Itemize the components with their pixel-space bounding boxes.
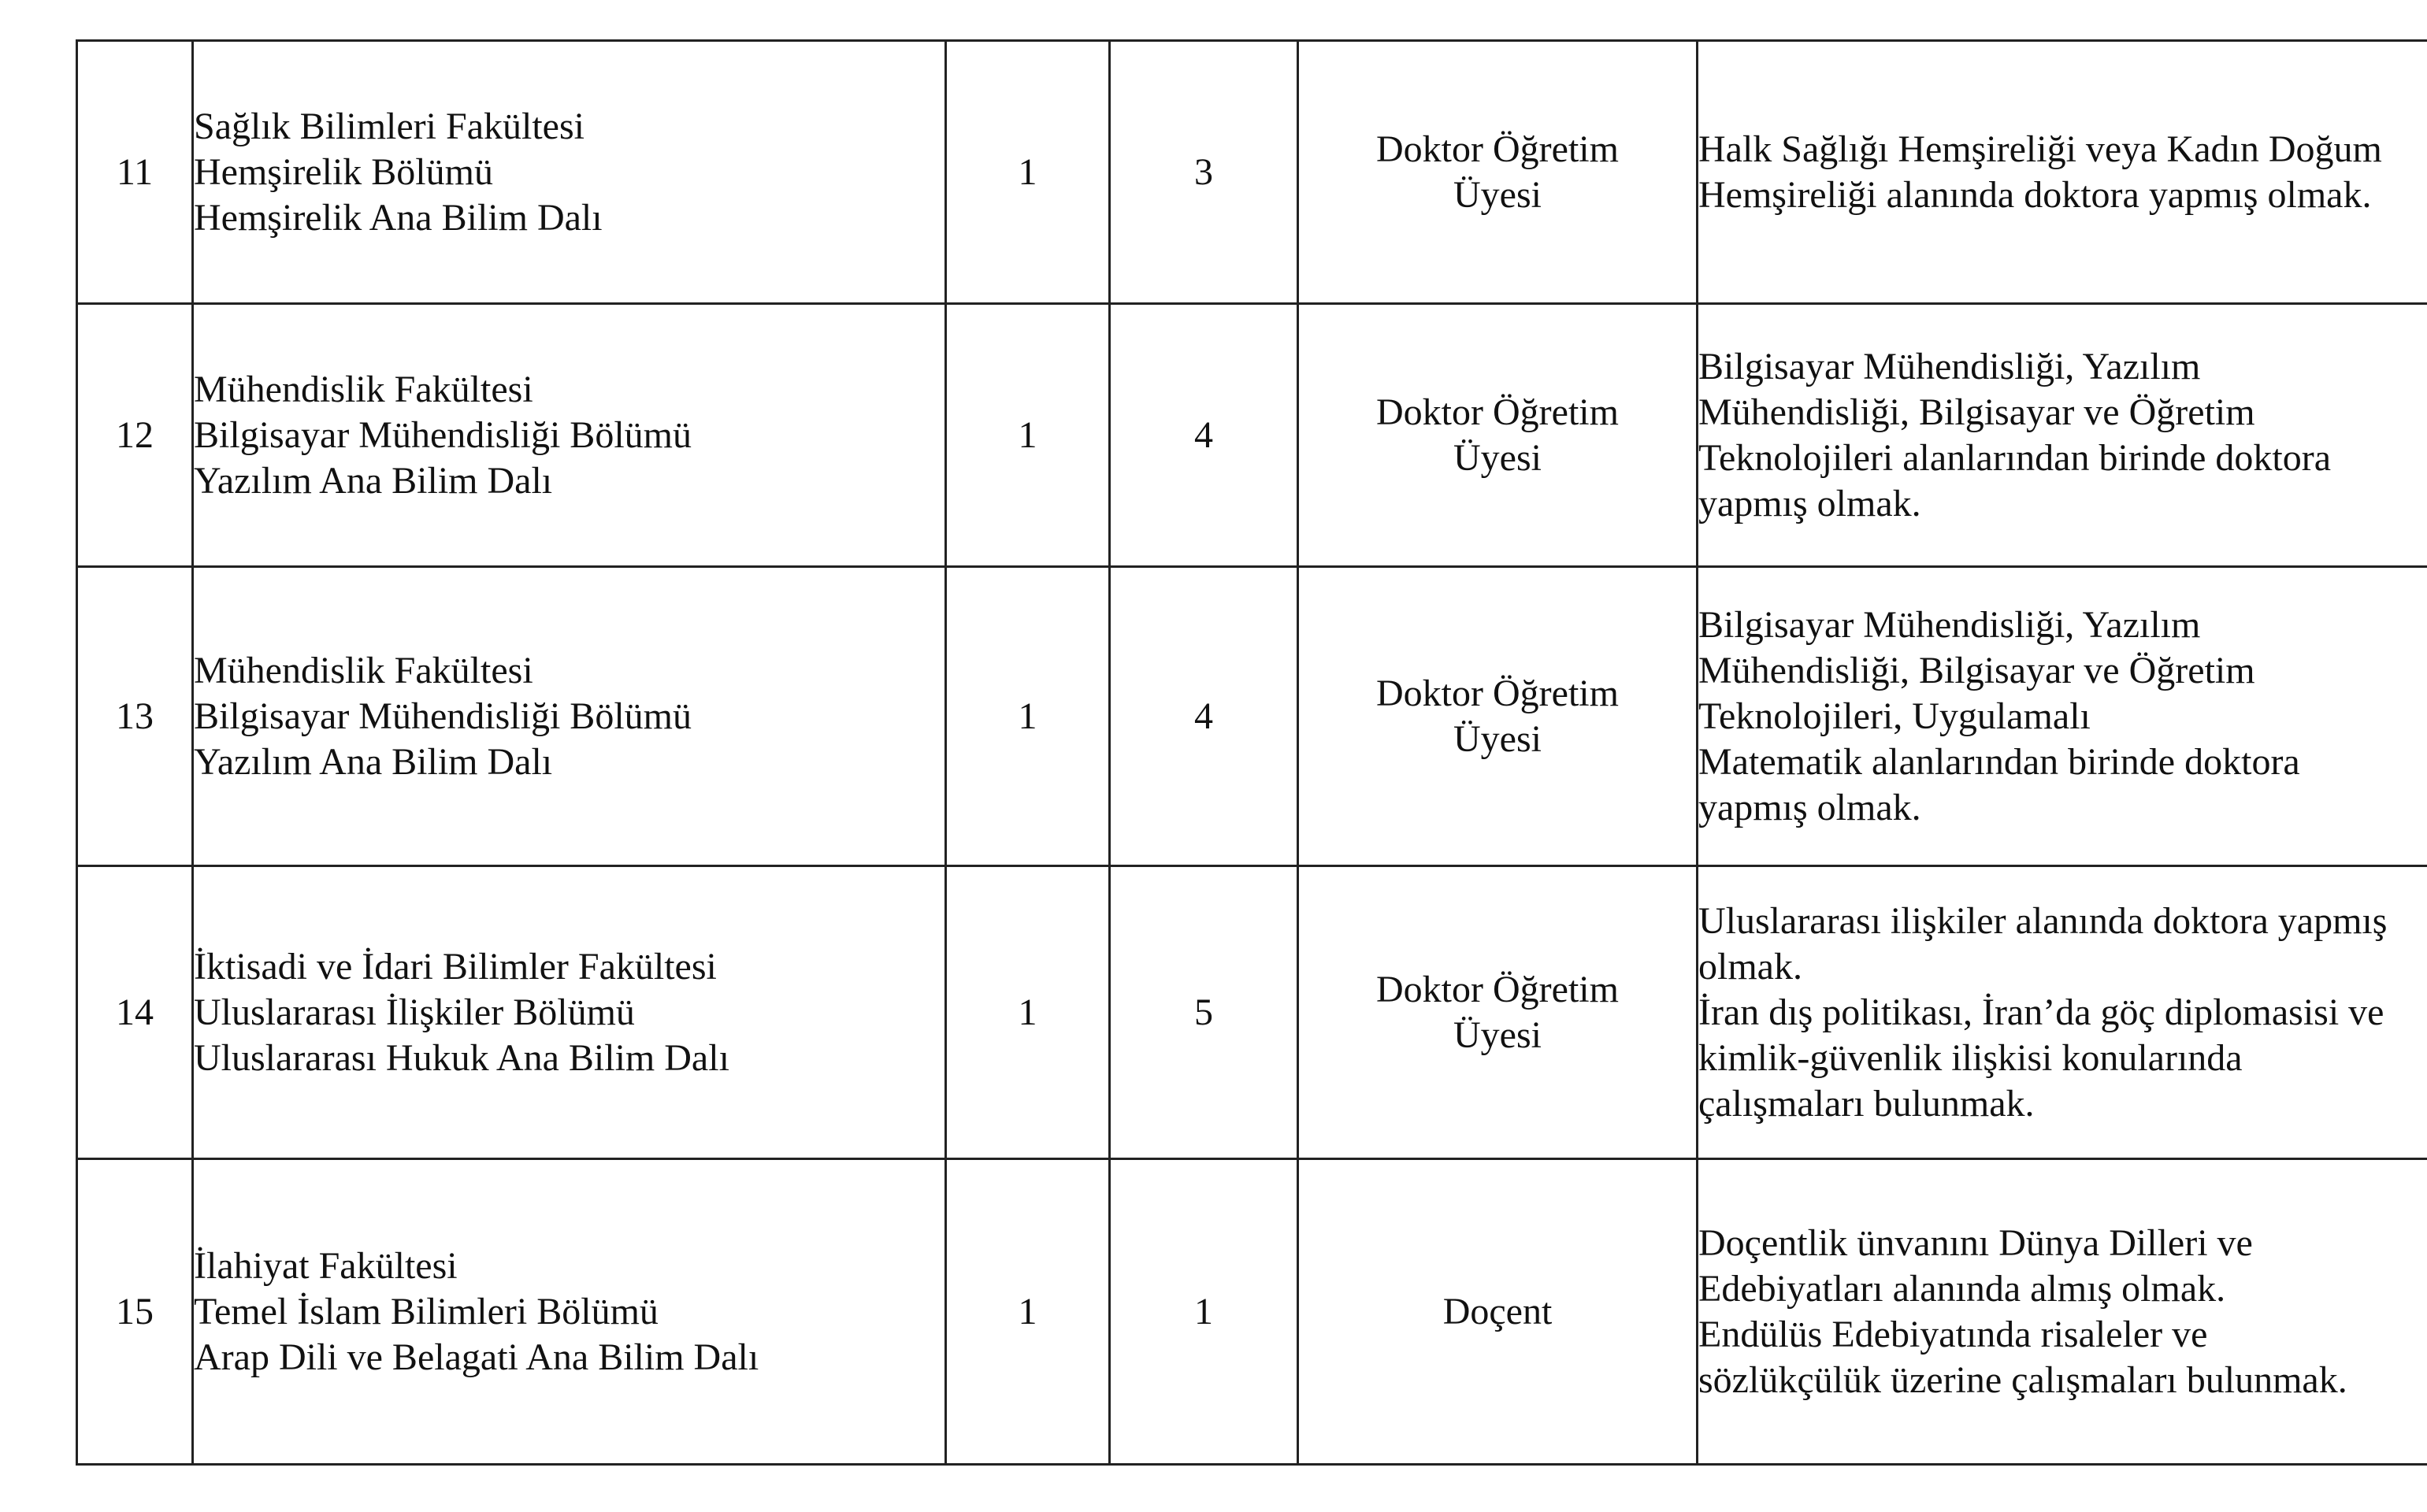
position-count: 1: [946, 1159, 1110, 1465]
row-number: 13: [77, 567, 193, 866]
requirement-line: Doçentlik ünvanını Dünya Dilleri ve: [1698, 1221, 2253, 1264]
title-line: Üyesi: [1453, 1014, 1542, 1056]
unit-line: Mühendislik Fakültesi: [194, 649, 533, 691]
requirement-line: Mühendisliği, Bilgisayar ve Öğretim: [1698, 649, 2255, 691]
requirement-line: Edebiyatları alanında almış olmak.: [1698, 1267, 2226, 1310]
title-cell: [1298, 567, 1698, 866]
unit-line: Bilgisayar Mühendisliği Bölümü: [194, 413, 692, 456]
requirement-line: sözlükçülük üzerine çalışmaları bulunmak.: [1698, 1358, 2347, 1401]
unit-line: Yazılım Ana Bilim Dalı: [194, 459, 553, 502]
requirement-line: İran dış politikası, İran’da göç diplomasisi ve: [1698, 991, 2384, 1033]
title-cell: [1298, 41, 1698, 304]
unit-line: Sağlık Bilimleri Fakültesi: [194, 105, 584, 147]
requirement-line: Bilgisayar Mühendisliği, Yazılım: [1698, 345, 2201, 387]
unit-line: Temel İslam Bilimleri Bölümü: [194, 1290, 659, 1332]
position-count: 1: [946, 41, 1110, 304]
degree-value: 5: [1110, 866, 1298, 1159]
title-cell: [1298, 304, 1698, 567]
requirement-line: olmak.: [1698, 945, 1802, 988]
staff-positions-table: [76, 39, 2427, 1466]
requirements-cell: [1698, 1159, 2427, 1465]
requirement-line: çalışmaları bulunmak.: [1698, 1082, 2035, 1125]
position-count: 1: [946, 304, 1110, 567]
unit-cell: [193, 41, 946, 304]
unit-line: Arap Dili ve Belagati Ana Bilim Dalı: [194, 1336, 759, 1378]
title-cell: [1298, 866, 1698, 1159]
row-number: 15: [77, 1159, 193, 1465]
unit-line: İlahiyat Fakültesi: [194, 1244, 458, 1287]
degree-value: 4: [1110, 304, 1298, 567]
table-row: [77, 1159, 2427, 1465]
title-line: Doçent: [1442, 1290, 1553, 1332]
requirement-line: kimlik-güvenlik ilişkisi konularında: [1698, 1036, 2243, 1079]
requirement-line: Hemşireliği alanında doktora yapmış olmak.: [1698, 173, 2372, 216]
row-number: 14: [77, 866, 193, 1159]
table-row: [77, 304, 2427, 567]
degree-value: 4: [1110, 567, 1298, 866]
title-line: Üyesi: [1453, 173, 1542, 216]
position-count: 1: [946, 567, 1110, 866]
requirements-cell: [1698, 567, 2427, 866]
row-number: 11: [77, 41, 193, 304]
title-line: Doktor Öğretim: [1376, 672, 1619, 714]
unit-line: Yazılım Ana Bilim Dalı: [194, 740, 553, 783]
requirement-line: yapmış olmak.: [1698, 786, 1921, 828]
degree-value: 3: [1110, 41, 1298, 304]
requirement-line: Halk Sağlığı Hemşireliği veya Kadın Doğum: [1698, 128, 2382, 170]
unit-line: Uluslararası Hukuk Ana Bilim Dalı: [194, 1036, 729, 1079]
table-row: [77, 41, 2427, 304]
requirement-line: Bilgisayar Mühendisliği, Yazılım: [1698, 603, 2201, 646]
requirement-line: Matematik alanlarından birinde doktora: [1698, 740, 2300, 783]
unit-cell: [193, 567, 946, 866]
row-number: 12: [77, 304, 193, 567]
unit-cell: [193, 1159, 946, 1465]
degree-value: 1: [1110, 1159, 1298, 1465]
title-line: Doktor Öğretim: [1376, 391, 1619, 433]
table-body: [77, 41, 2427, 1465]
unit-cell: [193, 304, 946, 567]
unit-line: Mühendislik Fakültesi: [194, 368, 533, 410]
title-line: Doktor Öğretim: [1376, 968, 1619, 1010]
requirement-line: Teknolojileri, Uygulamalı: [1698, 695, 2091, 737]
unit-cell: [193, 866, 946, 1159]
unit-line: İktisadi ve İdari Bilimler Fakültesi: [194, 945, 717, 988]
unit-line: Hemşirelik Bölümü: [194, 150, 493, 193]
unit-line: Bilgisayar Mühendisliği Bölümü: [194, 695, 692, 737]
requirement-line: Uluslararası ilişkiler alanında doktora yapmış: [1698, 899, 2388, 942]
title-cell: [1298, 1159, 1698, 1465]
requirements-cell: [1698, 304, 2427, 567]
requirements-cell: [1698, 41, 2427, 304]
title-line: Üyesi: [1453, 436, 1542, 479]
position-count: 1: [946, 866, 1110, 1159]
title-line: Doktor Öğretim: [1376, 128, 1619, 170]
requirements-cell: [1698, 866, 2427, 1159]
table-row: [77, 866, 2427, 1159]
unit-line: Uluslararası İlişkiler Bölümü: [194, 991, 635, 1033]
unit-line: Hemşirelik Ana Bilim Dalı: [194, 196, 603, 239]
title-line: Üyesi: [1453, 717, 1542, 760]
requirement-line: yapmış olmak.: [1698, 482, 1921, 524]
requirement-line: Teknolojileri alanlarından birinde doktora: [1698, 436, 2332, 479]
table-row: [77, 567, 2427, 866]
requirement-line: Endülüs Edebiyatında risaleler ve: [1698, 1313, 2208, 1355]
requirement-line: Mühendisliği, Bilgisayar ve Öğretim: [1698, 391, 2255, 433]
